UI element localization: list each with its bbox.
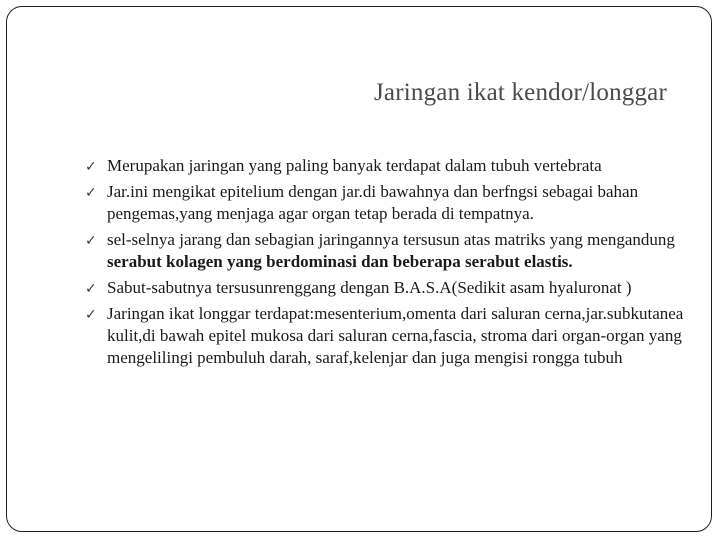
bullet-text: Jaringan ikat longgar terdapat:mesenterium,omenta dari saluran cerna,jar.subkutanea kulit,di bawah epitel mukosa dari saluran cerna,fascia, stroma dari organ-organ yang mengelilingi pembuluh darah, saraf,kelenjar dan juga mengisi rongga tubuh (107, 304, 684, 367)
bullet-text-bold: serabut kolagen yang berdominasi dan beberapa serabut elastis. (107, 252, 573, 271)
bullet-text: sel-selnya jarang dan sebagian jaringannya tersusun atas matriks yang mengandung (107, 230, 675, 249)
bullet-item (85, 181, 695, 225)
bullet-item (85, 229, 695, 273)
bullet-text: Jar.ini mengikat epitelium dengan jar.di bawahnya dan berfngsi sebagai bahan pengemas,yang menjaga agar organ tetap berada di tempatnya. (107, 182, 639, 223)
check-mark-icon: ✓ (85, 185, 97, 201)
bullet-list (85, 155, 695, 373)
bullet-item (85, 155, 695, 177)
bullet-item (85, 303, 695, 369)
slide-frame (6, 6, 712, 532)
check-mark-icon: ✓ (85, 307, 97, 323)
check-mark-icon: ✓ (85, 281, 97, 297)
check-mark-icon: ✓ (85, 233, 97, 249)
bullet-text: Merupakan jaringan yang paling banyak terdapat dalam tubuh vertebrata (107, 156, 602, 175)
check-mark-icon: ✓ (85, 159, 97, 175)
bullet-item (85, 277, 695, 299)
bullet-text: Sabut-sabutnya tersusunrenggang dengan B.A.S.A(Sedikit asam hyaluronat ) (107, 278, 632, 297)
slide-title: Jaringan ikat kendor/longgar (373, 79, 667, 106)
